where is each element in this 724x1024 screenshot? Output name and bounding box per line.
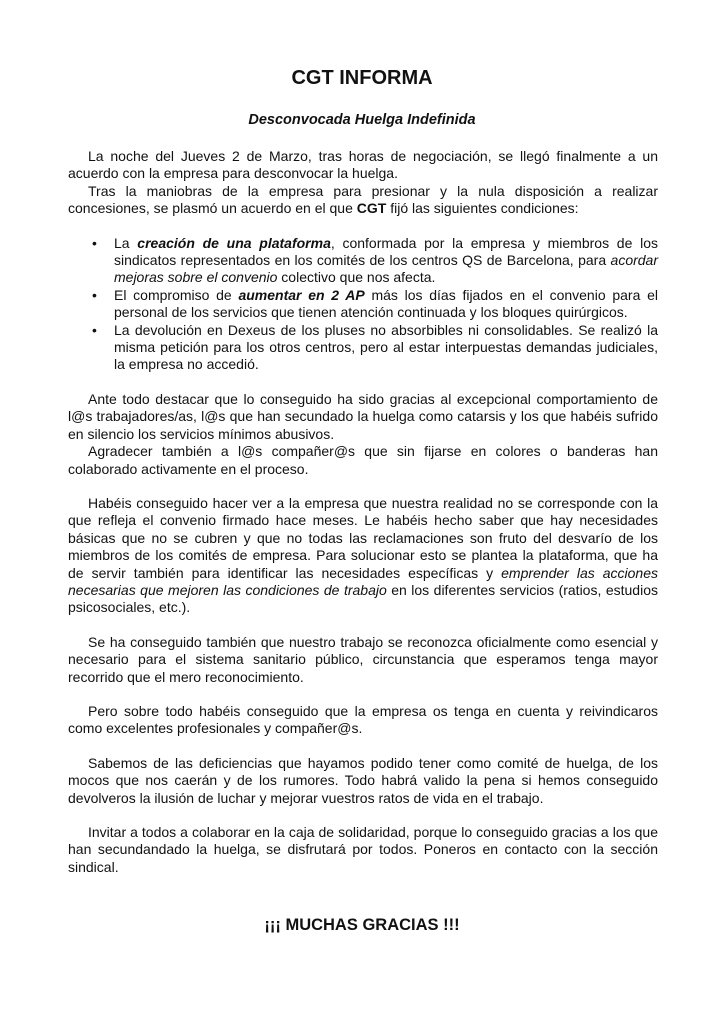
platform-paragraph: Habéis conseguido hacer ver a la empresa que nuestra realidad no se corresponde con la que refleja el convenio firmado hace meses. Le habéis hecho saber que hay necesidades básicas que no se cubren y que no todas las reclamaciones son fruto del desvarío de los miembros de los comités de empresa. Para solucionar esto se plantea la plataforma, que ha de servir también para identificar las necesidades específicas y emprender las acciones necesarias que mejoren las condiciones de trabajo en los diferentes servicios (ratios, estudios psicosociales, etc.). — [68, 494, 658, 616]
essential-paragraph: Se ha conseguido también que nuestro trabajo se reconozca oficialmente como esencial y necesario para el sistema sanitario público, circunstancia que esperamos tenga mayor recorrido que el mero reconocimiento. — [68, 633, 658, 685]
condition-ap-days: • El compromiso de aumentar en 2 AP más los días fijados en el convenio para el personal de los servicios que tienen atención continuada y los bloques quirúrgicos. — [92, 286, 658, 321]
bullet-marker: • — [92, 286, 97, 303]
closing-thanks: ¡¡¡ MUCHAS GRACIAS !!! — [264, 916, 460, 934]
bullet-marker: • — [92, 234, 97, 251]
document-title: CGT INFORMA — [291, 67, 433, 89]
acknowledge-paragraph-2: Agradecer también a l@s compañer@s que sin fijarse en colores o banderas han colaborado activamente en el proceso. — [68, 443, 658, 477]
acknowledge-paragraph-1: Ante todo destacar que lo conseguido ha sido gracias al excepcional comportamiento de l@s trabajadores/as, l@s que han secundado la huelga como catarsis y los que habéis sufrido en silencio los servicios mínimos abusivos. — [68, 390, 658, 442]
document-subtitle: Desconvocada Huelga Indefinida — [248, 112, 476, 128]
document-body — [68, 148, 658, 876]
condition-pluses: • La devolución en Dexeus de los pluses no absorbibles ni consolidables. Se realizó la misma petición para los otros centros, pero al estar interpuestas demandas judiciales, la empresa no accedió. — [92, 321, 658, 373]
deficiencies-paragraph: Sabemos de las deficiencias que hayamos podido tener como comité de huelga, de los mocos que nos caerán y de los rumores. Todo habrá valido la pena si hemos conseguido devolveros la ilusión de luchar y mejorar vuestros ratos de vida en el trabajo. — [68, 754, 658, 806]
professionals-paragraph: Pero sobre todo habéis conseguido que la empresa os tenga en cuenta y reivindicaros como excelentes profesionales y compañer@s. — [68, 702, 658, 737]
intro-paragraph-2: Tras la maniobras de la empresa para presionar y la nula disposición a realizar concesiones, se plasmó un acuerdo en el que CGT fijó las siguientes condiciones: — [68, 182, 658, 217]
bullet-marker: • — [92, 321, 97, 338]
conditions-list — [68, 235, 658, 374]
solidarity-paragraph: Invitar a todos a colaborar en la caja de solidaridad, porque lo conseguido gracias a los que han secundandado la huelga, se disfrutará por todos. Poneros en contacto con la sección sindical. — [68, 824, 658, 875]
intro-paragraph-1: La noche del Jueves 2 de Marzo, tras horas de negociación, se llegó finalmente a un acuerdo con la empresa para desconvocar la huelga. — [68, 148, 658, 182]
condition-platform: • La creación de una plataforma, conformada por la empresa y miembros de los sindicatos representados en los comités de los centros QS de Barcelona, para acordar mejoras sobre el convenio colectivo que nos afecta. — [92, 234, 658, 286]
